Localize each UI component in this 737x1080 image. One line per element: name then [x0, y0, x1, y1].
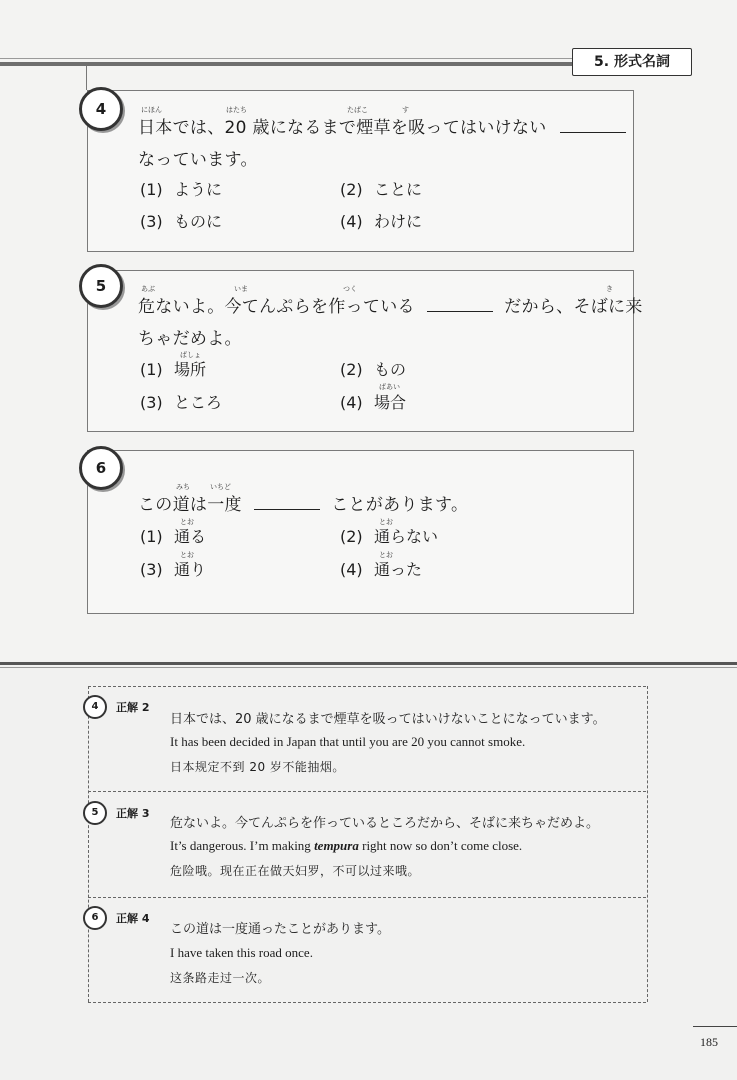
option [340, 209, 422, 232]
furigana: とお [379, 518, 393, 526]
furigana: とお [180, 518, 194, 526]
question-text-line1: 日本では、20 歳になるまで煙草を吸ってはいけない [138, 118, 547, 138]
answer-chinese: 这条路走过一次。 [170, 971, 271, 985]
answer-japanese: 日本では、20 歳になるまで煙草を吸ってはいけないことになっています。 [170, 712, 606, 727]
option [140, 177, 222, 200]
section-divider-thin [0, 667, 737, 668]
option [340, 524, 438, 547]
question-text-line2: ちゃだめよ。 [138, 329, 242, 349]
answer-blank [254, 508, 320, 510]
furigana: あぶ [141, 285, 155, 293]
dashed-rule [88, 897, 646, 898]
question-number-5: 5 [79, 264, 123, 308]
furigana: たばこ [347, 106, 368, 114]
option-text: ものに [174, 212, 223, 231]
answer-english: It has been decided in Japan that until you are 20 you cannot smoke. [170, 734, 526, 749]
dashed-rule [88, 1002, 646, 1003]
furigana: ばあい [379, 383, 400, 391]
answer-english-a: It’s dangerous. I’m making [170, 838, 315, 853]
answer-blank [427, 310, 493, 312]
furigana: みち [176, 483, 190, 491]
margin-rule [86, 66, 87, 90]
option [340, 177, 422, 200]
answer-english-b: right now so don’t come close. [358, 838, 523, 853]
option-number: (3) [140, 212, 163, 231]
answer-english-emphasis: tempura [314, 838, 359, 853]
furigana: とお [379, 551, 393, 559]
option-number: (2) [340, 360, 363, 379]
option [340, 390, 406, 413]
option-number: (4) [340, 393, 363, 412]
option-text: 通った [374, 560, 423, 579]
answer-number-6: 6 [83, 906, 107, 930]
option-number: (2) [340, 527, 363, 546]
option-number: (1) [140, 360, 163, 379]
question-text-line1a: 危ないよ。今てんぷらを作っている [138, 297, 415, 317]
question-number-4: 4 [79, 87, 123, 131]
option-text: ことに [374, 180, 423, 199]
option [140, 524, 206, 547]
option-number: (1) [140, 180, 163, 199]
footer-rule [693, 1026, 737, 1027]
answer-number-5: 5 [83, 801, 107, 825]
furigana: つく [343, 285, 357, 293]
option-number: (4) [340, 212, 363, 231]
question-text-line1a: この道は一度 [138, 495, 242, 515]
option-number: (4) [340, 560, 363, 579]
furigana: いま [234, 285, 248, 293]
option [340, 357, 406, 380]
question-text-line1b: ことがあります。 [331, 495, 469, 515]
question-text [138, 490, 468, 515]
option [140, 209, 222, 232]
section-tag: 5. 形式名詞 [572, 48, 692, 76]
answer-japanese: 危ないよ。今てんぷらを作っているところだから、そばに来ちゃだめよ。 [170, 816, 600, 831]
question-text-line1b: だから、そばに来 [504, 297, 643, 317]
dashed-rule [88, 686, 646, 687]
section-divider [0, 662, 737, 665]
option-text: 通る [174, 527, 207, 546]
furigana: いちど [210, 483, 231, 491]
option-text: ところ [174, 393, 223, 412]
option [140, 357, 206, 380]
option [140, 390, 222, 413]
option-text: ように [174, 180, 223, 199]
question-number-6: 6 [79, 446, 123, 490]
option-text: 場所 [174, 360, 207, 379]
header-rule-thin [0, 58, 575, 59]
option-number: (1) [140, 527, 163, 546]
option [340, 557, 422, 580]
answer-label: 正解 3 [116, 807, 150, 820]
answer-number-4: 4 [83, 695, 107, 719]
page-number: 185 [700, 1035, 718, 1049]
answer-chinese: 危险哦。现在正在做天妇罗，不可以过来哦。 [170, 864, 421, 878]
question-text [138, 113, 626, 138]
furigana: す [402, 106, 409, 114]
answer-blank [560, 131, 626, 133]
option-text: 場合 [374, 393, 407, 412]
option-number: (3) [140, 560, 163, 579]
option-number: (2) [340, 180, 363, 199]
answer-english: I have taken this road once. [170, 945, 313, 960]
furigana: ばしょ [180, 351, 201, 359]
furigana: き [606, 285, 613, 293]
option-text: 通らない [374, 527, 439, 546]
furigana: はたち [226, 106, 247, 114]
answer-label: 正解 2 [116, 701, 150, 714]
dashed-rule [88, 791, 646, 792]
question-text-line2: なっています。 [138, 150, 258, 170]
furigana: にほん [141, 106, 162, 114]
question-text [138, 292, 643, 317]
answer-label: 正解 4 [116, 912, 150, 925]
answer-japanese: この道は一度通ったことがあります。 [170, 922, 390, 937]
option-text: もの [374, 360, 407, 379]
furigana: とお [180, 551, 194, 559]
option-number: (3) [140, 393, 163, 412]
answer-chinese: 日本规定不到 20 岁不能抽烟。 [170, 760, 345, 774]
option-text: わけに [374, 212, 423, 231]
option [140, 557, 206, 580]
answer-english [170, 838, 522, 854]
option-text: 通り [174, 560, 207, 579]
